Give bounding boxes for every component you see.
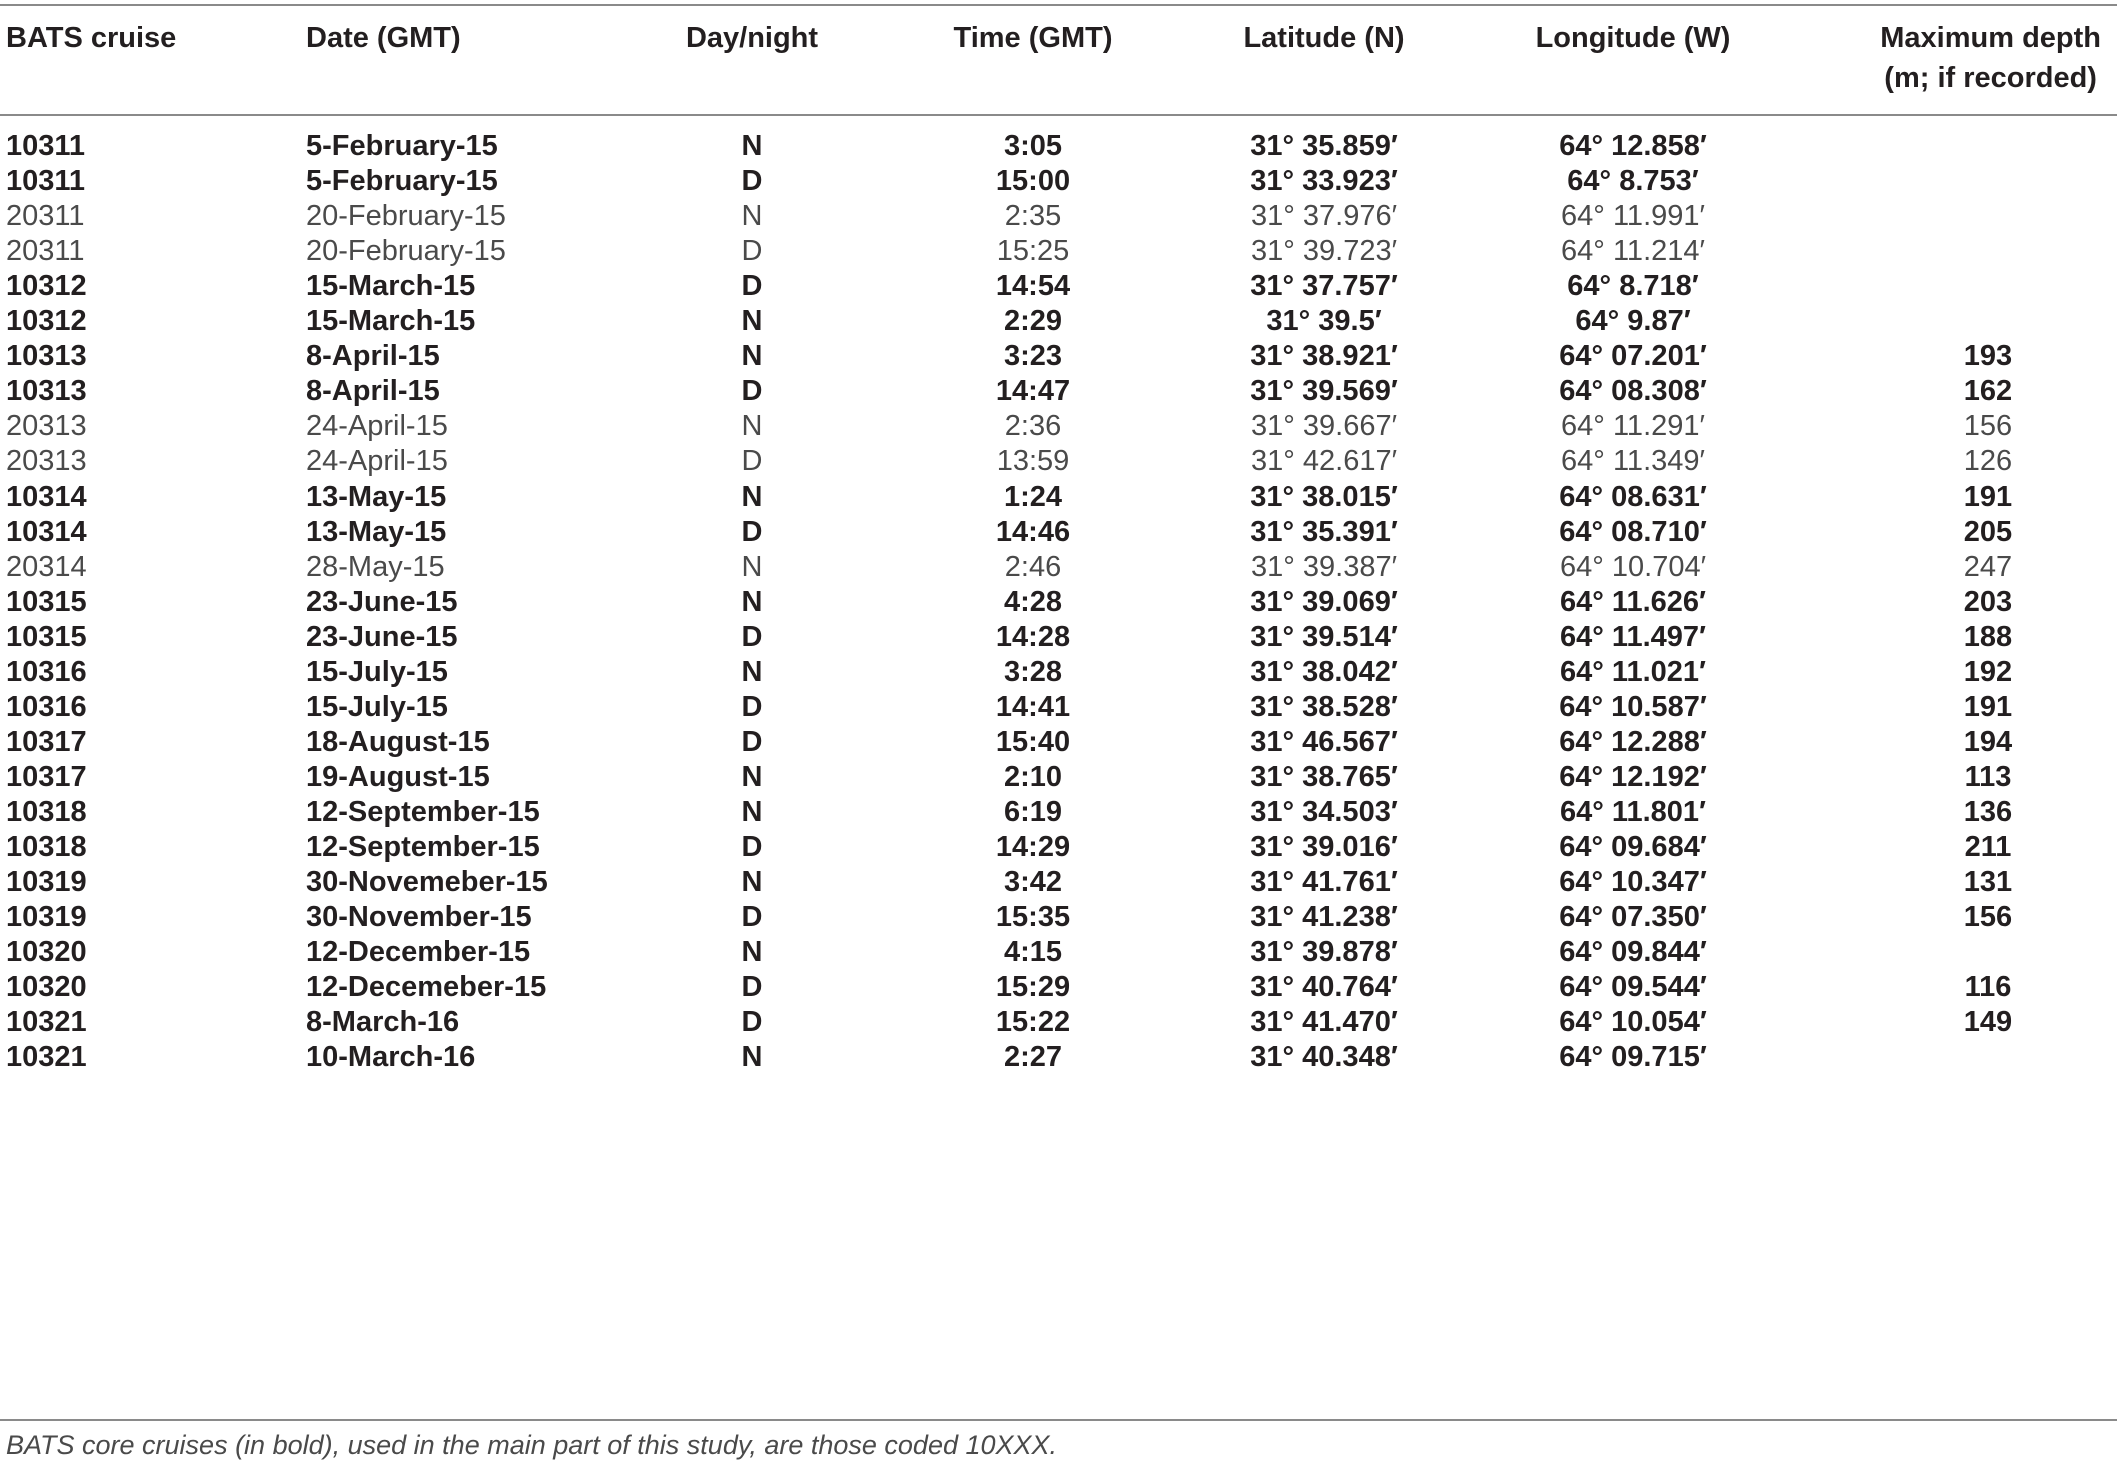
cell-cruise: 10319 xyxy=(6,901,87,934)
cell-latitude: 31° 38.528′ xyxy=(1250,690,1398,723)
cell-daynight: N xyxy=(741,866,763,899)
header-longitude: Longitude (W) xyxy=(1535,22,1731,54)
header-max-depth-line2: (m; if recorded) xyxy=(1884,62,2097,94)
cell-latitude: 31° 34.503′ xyxy=(1250,795,1398,828)
cell-time: 15:25 xyxy=(996,235,1070,268)
cell-time: 2:29 xyxy=(1003,305,1063,338)
cell-latitude: 31° 39.569′ xyxy=(1250,375,1398,408)
cell-longitude: 64° 11.991′ xyxy=(1561,200,1705,233)
cell-time: 13:59 xyxy=(996,445,1070,478)
cell-date: 13-May-15 xyxy=(306,515,447,548)
cell-latitude: 31° 38.042′ xyxy=(1250,655,1398,688)
cell-longitude: 64° 10.587′ xyxy=(1559,690,1707,723)
cell-latitude: 31° 37.757′ xyxy=(1250,270,1398,303)
cell-date: 8-March-16 xyxy=(306,1006,460,1039)
cell-max-depth: 205 xyxy=(1963,515,2013,548)
cell-daynight: N xyxy=(741,936,763,969)
cell-latitude: 31° 39.5′ xyxy=(1266,305,1382,338)
cell-daynight: D xyxy=(741,971,763,1004)
cell-longitude: 64° 10.347′ xyxy=(1559,866,1707,899)
cell-cruise: 10319 xyxy=(6,866,87,899)
cell-date: 8-April-15 xyxy=(306,340,440,373)
cell-time: 14:41 xyxy=(995,690,1071,723)
cell-date: 18-August-15 xyxy=(306,725,490,758)
header-max-depth-line1: Maximum depth xyxy=(1880,22,2101,54)
cell-latitude: 31° 39.016′ xyxy=(1250,831,1398,863)
cell-cruise: 20314 xyxy=(6,550,87,583)
cell-cruise: 20311 xyxy=(6,235,85,268)
cell-daynight: D xyxy=(741,445,763,478)
cell-latitude: 31° 38.921′ xyxy=(1250,340,1398,373)
cell-date: 8-April-15 xyxy=(306,375,440,408)
cell-max-depth: 113 xyxy=(1964,760,2012,793)
cell-date: 15-July-15 xyxy=(306,655,448,688)
cell-longitude: 64° 09.684′ xyxy=(1559,831,1707,863)
cell-latitude: 31° 35.859′ xyxy=(1250,130,1398,162)
cell-cruise: 10312 xyxy=(6,270,87,303)
cell-longitude: 64° 11.214′ xyxy=(1561,235,1705,268)
cell-daynight: N xyxy=(741,550,763,583)
cell-daynight: N xyxy=(741,130,763,162)
cell-longitude: 64° 10.054′ xyxy=(1559,1006,1707,1039)
cell-date: 23-June-15 xyxy=(306,585,458,618)
cell-date: 12-September-15 xyxy=(306,795,540,828)
table-top-rule xyxy=(0,4,2117,6)
cell-daynight: N xyxy=(741,655,763,688)
cell-max-depth: 191 xyxy=(1963,480,2013,513)
cell-date: 10-March-16 xyxy=(306,1041,476,1074)
cell-date: 20-February-15 xyxy=(306,200,506,233)
cell-max-depth: 136 xyxy=(1963,795,2013,828)
cell-max-depth: 162 xyxy=(1963,375,2013,408)
cell-time: 15:00 xyxy=(995,165,1071,198)
cell-time: 2:35 xyxy=(1004,200,1062,233)
cell-date: 23-June-15 xyxy=(306,620,458,653)
header-daynight: Day/night xyxy=(685,22,819,54)
cell-longitude: 64° 10.704′ xyxy=(1559,550,1707,583)
cell-time: 14:28 xyxy=(995,620,1071,653)
cell-cruise: 10311 xyxy=(6,130,86,162)
cell-longitude: 64° 08.710′ xyxy=(1559,515,1707,548)
cell-cruise: 10315 xyxy=(6,620,87,653)
cell-longitude: 64° 11.021′ xyxy=(1560,655,1706,688)
cell-max-depth: 188 xyxy=(1963,620,2013,653)
cell-latitude: 31° 41.238′ xyxy=(1250,901,1398,934)
cell-time: 4:15 xyxy=(1003,936,1063,969)
cell-daynight: D xyxy=(741,831,763,863)
cell-longitude: 64° 08.308′ xyxy=(1559,375,1707,408)
cell-time: 2:27 xyxy=(1003,1041,1063,1074)
cell-cruise: 10317 xyxy=(6,760,87,793)
cell-daynight: N xyxy=(741,1041,763,1074)
header-rule xyxy=(0,114,2117,116)
cell-longitude: 64° 11.626′ xyxy=(1560,585,1706,618)
cell-daynight: N xyxy=(741,585,763,618)
cell-max-depth: 192 xyxy=(1963,655,2013,688)
cell-time: 2:46 xyxy=(1004,550,1062,583)
cell-time: 1:24 xyxy=(1003,480,1063,513)
cell-latitude: 31° 39.878′ xyxy=(1250,936,1398,969)
cell-cruise: 10318 xyxy=(6,795,87,828)
cell-date: 15-March-15 xyxy=(306,270,476,303)
cell-cruise: 10313 xyxy=(6,375,87,408)
cell-max-depth: 149 xyxy=(1963,1006,2013,1039)
cell-max-depth: 194 xyxy=(1963,725,2013,758)
cell-date: 15-July-15 xyxy=(306,690,448,723)
cell-date: 24-April-15 xyxy=(306,445,448,478)
cell-max-depth: 211 xyxy=(1964,831,2012,863)
cell-date: 12-September-15 xyxy=(306,831,540,863)
cell-latitude: 31° 35.391′ xyxy=(1250,515,1398,548)
cell-cruise: 10320 xyxy=(6,936,87,969)
cell-time: 4:28 xyxy=(1003,585,1063,618)
cell-latitude: 31° 40.764′ xyxy=(1250,971,1398,1004)
cell-date: 15-March-15 xyxy=(306,305,476,338)
cell-cruise: 10316 xyxy=(6,690,87,723)
header-max-depth xyxy=(1880,18,2101,98)
cell-cruise: 20311 xyxy=(6,200,85,233)
cell-time: 14:54 xyxy=(995,270,1071,303)
cell-daynight: D xyxy=(741,1006,763,1039)
cell-latitude: 31° 39.069′ xyxy=(1250,585,1398,618)
cell-max-depth: 247 xyxy=(1963,550,2013,583)
cell-daynight: D xyxy=(741,725,763,758)
cell-longitude: 64° 07.350′ xyxy=(1559,901,1707,934)
cell-daynight: D xyxy=(741,165,763,198)
cell-daynight: D xyxy=(741,620,763,653)
cell-max-depth: 191 xyxy=(1963,690,2013,723)
cell-time: 15:22 xyxy=(995,1006,1071,1039)
cell-date: 24-April-15 xyxy=(306,410,448,443)
cell-latitude: 31° 42.617′ xyxy=(1250,445,1398,478)
cell-cruise: 10314 xyxy=(6,480,87,513)
cell-longitude: 64° 08.631′ xyxy=(1559,480,1707,513)
cell-daynight: N xyxy=(741,480,763,513)
cell-max-depth: 193 xyxy=(1963,340,2013,373)
table-row xyxy=(0,1034,2117,1081)
cell-daynight: N xyxy=(741,340,763,373)
cell-latitude: 31° 38.015′ xyxy=(1250,480,1398,513)
cell-longitude: 64° 12.192′ xyxy=(1559,760,1707,793)
cell-cruise: 10316 xyxy=(6,655,87,688)
header-cruise: BATS cruise xyxy=(6,22,177,54)
cell-daynight: D xyxy=(741,270,763,303)
cell-date: 28-May-15 xyxy=(306,550,445,583)
cell-time: 14:47 xyxy=(995,375,1071,408)
cell-time: 3:28 xyxy=(1003,655,1063,688)
cell-date: 30-Novemeber-15 xyxy=(306,866,548,899)
cell-max-depth: 156 xyxy=(1963,901,2013,934)
cell-time: 15:29 xyxy=(995,971,1071,1004)
cell-daynight: N xyxy=(741,410,763,443)
cell-time: 2:36 xyxy=(1004,410,1062,443)
cell-max-depth: 126 xyxy=(1963,445,2013,478)
cell-daynight: D xyxy=(741,375,763,408)
table-bottom-rule xyxy=(0,1419,2117,1421)
cell-date: 5-February-15 xyxy=(306,130,498,162)
cell-date: 20-February-15 xyxy=(306,235,506,268)
header-time: Time (GMT) xyxy=(953,22,1113,54)
cell-latitude: 31° 39.514′ xyxy=(1250,620,1398,653)
cell-cruise: 20313 xyxy=(6,445,87,478)
cell-daynight: D xyxy=(741,901,763,934)
cell-time: 2:10 xyxy=(1003,760,1063,793)
cell-date: 12-Decemeber-15 xyxy=(306,971,547,1004)
cell-cruise: 10315 xyxy=(6,585,87,618)
header-date: Date (GMT) xyxy=(306,22,461,54)
cell-time: 15:35 xyxy=(995,901,1071,934)
cell-time: 3:23 xyxy=(1003,340,1063,373)
cell-cruise: 10320 xyxy=(6,971,87,1004)
cell-date: 30-November-15 xyxy=(306,901,532,934)
cell-longitude: 64° 09.715′ xyxy=(1559,1041,1707,1074)
cell-max-depth: 203 xyxy=(1963,585,2013,618)
cell-time: 3:05 xyxy=(1003,130,1063,162)
cell-longitude: 64° 11.291′ xyxy=(1561,410,1705,443)
cell-cruise: 10313 xyxy=(6,340,87,373)
cell-time: 3:42 xyxy=(1003,866,1063,899)
cell-latitude: 31° 37.976′ xyxy=(1250,200,1398,233)
cell-cruise: 10317 xyxy=(6,725,87,758)
cell-cruise: 10321 xyxy=(6,1006,87,1039)
cell-cruise: 20313 xyxy=(6,410,87,443)
cell-cruise: 10314 xyxy=(6,515,87,548)
cell-longitude: 64° 09.844′ xyxy=(1559,936,1707,969)
cell-latitude: 31° 40.348′ xyxy=(1250,1041,1398,1074)
cell-longitude: 64° 9.87′ xyxy=(1575,305,1691,338)
cell-latitude: 31° 39.723′ xyxy=(1250,235,1398,268)
cell-latitude: 31° 38.765′ xyxy=(1250,760,1398,793)
cell-latitude: 31° 41.761′ xyxy=(1250,866,1398,899)
cell-daynight: N xyxy=(741,200,763,233)
cell-daynight: N xyxy=(741,760,763,793)
cell-cruise: 10321 xyxy=(6,1041,87,1074)
cell-daynight: D xyxy=(741,515,763,548)
table-footnote: BATS core cruises (in bold), used in the main part of this study, are those coded 10XXX. xyxy=(6,1430,1058,1460)
cell-latitude: 31° 33.923′ xyxy=(1250,165,1398,198)
cell-daynight: N xyxy=(741,305,763,338)
cell-daynight: D xyxy=(741,690,763,723)
header-latitude: Latitude (N) xyxy=(1243,22,1405,54)
cell-longitude: 64° 12.858′ xyxy=(1559,130,1707,162)
cell-longitude: 64° 11.801′ xyxy=(1560,795,1706,828)
cell-longitude: 64° 12.288′ xyxy=(1559,725,1707,758)
cell-date: 5-February-15 xyxy=(306,165,498,198)
cell-cruise: 10318 xyxy=(6,831,87,863)
cell-date: 13-May-15 xyxy=(306,480,447,513)
cell-latitude: 31° 39.387′ xyxy=(1250,550,1398,583)
cell-time: 14:46 xyxy=(995,515,1071,548)
cell-longitude: 64° 11.497′ xyxy=(1560,620,1706,653)
cell-cruise: 10312 xyxy=(6,305,87,338)
cell-time: 15:40 xyxy=(995,725,1071,758)
cell-time: 14:29 xyxy=(995,831,1071,863)
cell-cruise: 10311 xyxy=(6,165,86,198)
cell-latitude: 31° 46.567′ xyxy=(1250,725,1398,758)
cell-date: 12-December-15 xyxy=(306,936,531,969)
cell-longitude: 64° 8.718′ xyxy=(1567,270,1699,303)
cell-longitude: 64° 11.349′ xyxy=(1561,445,1705,478)
cell-max-depth: 156 xyxy=(1963,410,2013,443)
cell-latitude: 31° 41.470′ xyxy=(1250,1006,1398,1039)
cell-date: 19-August-15 xyxy=(306,760,490,793)
cell-longitude: 64° 8.753′ xyxy=(1567,165,1699,198)
cell-max-depth: 116 xyxy=(1964,971,2012,1004)
cell-daynight: D xyxy=(741,235,763,268)
cell-daynight: N xyxy=(741,795,763,828)
cell-time: 6:19 xyxy=(1003,795,1063,828)
cell-longitude: 64° 09.544′ xyxy=(1559,971,1707,1004)
cell-latitude: 31° 39.667′ xyxy=(1250,410,1398,443)
cell-max-depth: 131 xyxy=(1963,866,2013,899)
cell-longitude: 64° 07.201′ xyxy=(1559,340,1707,373)
